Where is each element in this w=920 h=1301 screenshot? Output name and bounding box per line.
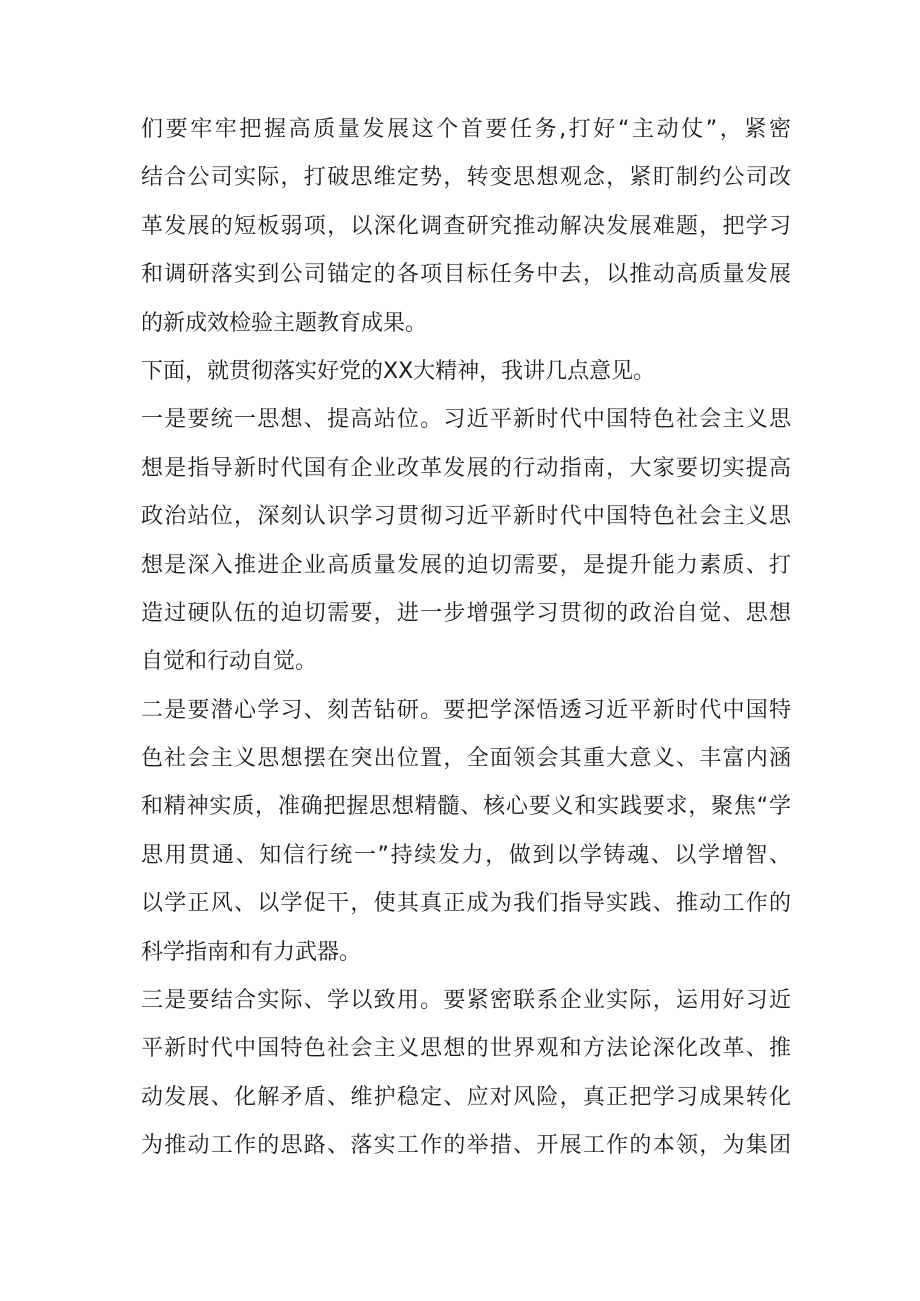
text-line: 们要牢牢把握高质量发展这个首要任务,打好“主动仗”，紧密 bbox=[141, 117, 791, 142]
text-line: 思用贯通、知信行统一”持续发力，做到以学铸魂、以学增智、 bbox=[141, 842, 791, 868]
document-body bbox=[141, 106, 791, 1171]
text-line: 以学正风、以学促干，使其真正成为我们指导实践、推动工作的 bbox=[141, 891, 791, 917]
paragraph-transition bbox=[141, 348, 791, 396]
text-line: 造过硬队伍的迫切需要，进一步增强学习贯彻的政治自觉、思想 bbox=[141, 600, 791, 626]
text-line: 色社会主义思想摆在突出位置，全面领会其重大意义、丰富内涵 bbox=[141, 746, 791, 772]
paragraph-point-one bbox=[141, 396, 791, 686]
text-line: 一是要统一思想、提高站位。习近平新时代中国特色社会主义思 bbox=[141, 407, 791, 433]
text-line: 自觉和行动自觉。 bbox=[141, 649, 318, 675]
paragraph-point-two bbox=[141, 687, 791, 977]
text-line: 平新时代中国特色社会主义思想的世界观和方法论深化改革、推 bbox=[141, 1036, 791, 1062]
text-line: 二是要潜心学习、刻苦钻研。要把学深悟透习近平新时代中国特 bbox=[141, 697, 791, 723]
text-line: 动发展、化解矛盾、维护稳定、应对风险，真正把学习成果转化 bbox=[141, 1084, 791, 1110]
text-line: 想是深入推进企业高质量发展的迫切需要，是提升能力素质、打 bbox=[141, 552, 791, 578]
paragraph-intro-continuation bbox=[141, 106, 791, 348]
text-line: 想是指导新时代国有企业改革发展的行动指南，大家要切实提高 bbox=[141, 455, 791, 481]
text-line: 的新成效检验主题教育成果。 bbox=[141, 310, 428, 336]
text-line: 为推动工作的思路、落实工作的举措、开展工作的本领，为集团 bbox=[141, 1133, 791, 1159]
text-line: 结合公司实际，打破思维定势，转变思想观念，紧盯制约公司改 bbox=[141, 165, 791, 191]
text-line: 革发展的短板弱项，以深化调查研究推动解决发展难题，把学习 bbox=[141, 213, 791, 239]
text-line: 和精神实质，准确把握思想精髓、核心要义和实践要求，聚焦“学 bbox=[141, 794, 791, 820]
text-line: 和调研落实到公司锚定的各项目标任务中去，以推动高质量发展 bbox=[141, 262, 791, 288]
text-line: 政治站位，深刻认识学习贯彻习近平新时代中国特色社会主义思 bbox=[141, 504, 791, 530]
text-line: 三是要结合实际、学以致用。要紧密联系企业实际，运用好习近 bbox=[141, 988, 791, 1014]
text-line: 下面，就贯彻落实好党的XX大精神，我讲几点意见。 bbox=[141, 358, 656, 384]
paragraph-point-three bbox=[141, 977, 791, 1171]
text-line: 科学指南和有力武器。 bbox=[141, 939, 362, 965]
